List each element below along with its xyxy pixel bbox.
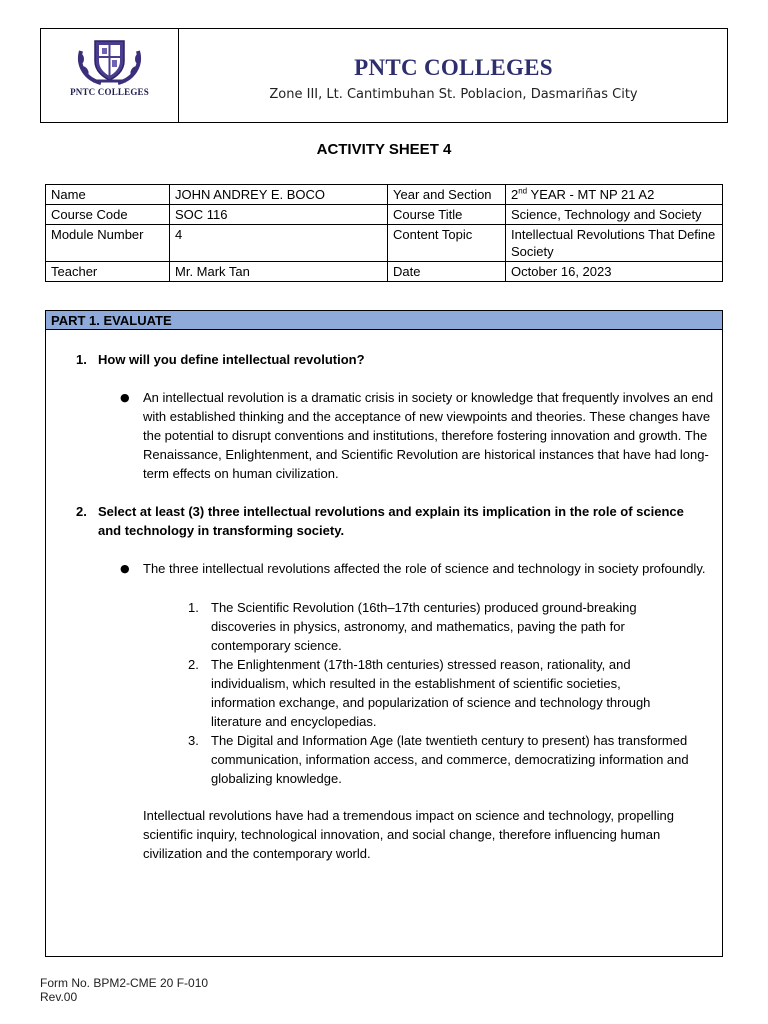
bullet-icon: ● <box>120 562 130 575</box>
sheet-title: ACTIVITY SHEET 4 <box>316 141 452 158</box>
list-item: The Digital and Information Age (late twentieth century to present) has transformed communication, information access, and commerce, democratizing information and globalizing knowledge. <box>211 733 689 786</box>
logo-caption: PNTC COLLEGES <box>70 87 149 97</box>
course-title-value: Science, Technology and Society <box>506 205 723 225</box>
name-value: JOHN ANDREY E. BOCO <box>170 185 388 205</box>
question-2-number: 2. <box>76 504 87 519</box>
document-header <box>40 28 728 123</box>
date-label: Date <box>388 262 506 282</box>
list-item: The Enlightenment (17th-18th centuries) stressed reason, rationality, and individualism, which resulted in the establishment of scientific societies, information exchange, and popularization of science and technology through literature and encyclopedias. <box>211 657 651 729</box>
college-name: PNTC COLLEGES <box>354 55 553 80</box>
logo-cell <box>41 29 179 122</box>
revision-number: Rev.00 <box>40 990 78 1004</box>
table-row <box>46 262 723 282</box>
answer-1: An intellectual revolution is a dramatic crisis in society or knowledge that frequently involves an end with established thinking and the acceptance of new viewpoints and theories. These changes have the potential to disrupt conventions and institutions, therefore fostering innovation and growth. The Renaissance, Enlightenment, and Scientific Revolution are historical instances that have had long-term effects on human civilization. <box>143 390 714 481</box>
part1-heading: PART 1. EVALUATE <box>46 311 722 330</box>
year-section-label: Year and Section <box>388 185 506 205</box>
bullet-icon: ● <box>120 391 130 404</box>
name-label: Name <box>46 185 170 205</box>
module-number-label: Module Number <box>46 225 170 262</box>
question-1-number: 1. <box>76 352 87 367</box>
college-address: Zone III, Lt. Cantimbuhan St. Poblacion, Dasmariñas City <box>269 87 638 102</box>
year-ordinal-suffix: nd <box>518 186 528 196</box>
content-topic-value: Intellectual Revolutions That Define Society <box>506 225 723 262</box>
year-section-value <box>506 185 723 205</box>
table-row <box>46 225 723 262</box>
teacher-label: Teacher <box>46 262 170 282</box>
answer-2-intro: The three intellectual revolutions affected the role of science and technology in society profoundly. <box>143 561 706 576</box>
form-number: Form No. BPM2-CME 20 F-010 <box>40 976 209 990</box>
conclusion-paragraph: Intellectual revolutions have had a tremendous impact on science and technology, propelling scientific inquiry, technological innovation, and social change, therefore influencing human civilization and the contemporary world. <box>143 808 674 861</box>
list-item-number: 2. <box>188 657 199 672</box>
list-item: The Scientific Revolution (16th–17th centuries) produced ground-breaking discoveries in physics, astronomy, and mathematics, paving the path for contemporary science. <box>211 600 637 653</box>
college-logo-icon <box>71 37 148 87</box>
module-number-value: 4 <box>170 225 388 262</box>
course-title-label: Course Title <box>388 205 506 225</box>
student-info-table <box>45 184 723 282</box>
teacher-value: Mr. Mark Tan <box>170 262 388 282</box>
part1-section <box>45 310 723 957</box>
course-code-label: Course Code <box>46 205 170 225</box>
form-footer <box>40 976 208 1004</box>
list-item-number: 3. <box>188 733 199 748</box>
year-number: 2 <box>511 187 519 202</box>
question-2: Select at least (3) three intellectual revolutions and explain its implication in the role of science and technology in transforming society. <box>98 504 684 538</box>
list-item-number: 1. <box>188 600 199 615</box>
content-topic-label: Content Topic <box>388 225 506 262</box>
year-section-rest: YEAR - MT NP 21 A2 <box>527 187 655 202</box>
question-1: How will you define intellectual revolution? <box>98 352 365 367</box>
table-row <box>46 205 723 225</box>
course-code-value: SOC 116 <box>170 205 388 225</box>
table-row <box>46 185 723 205</box>
date-value: October 16, 2023 <box>506 262 723 282</box>
